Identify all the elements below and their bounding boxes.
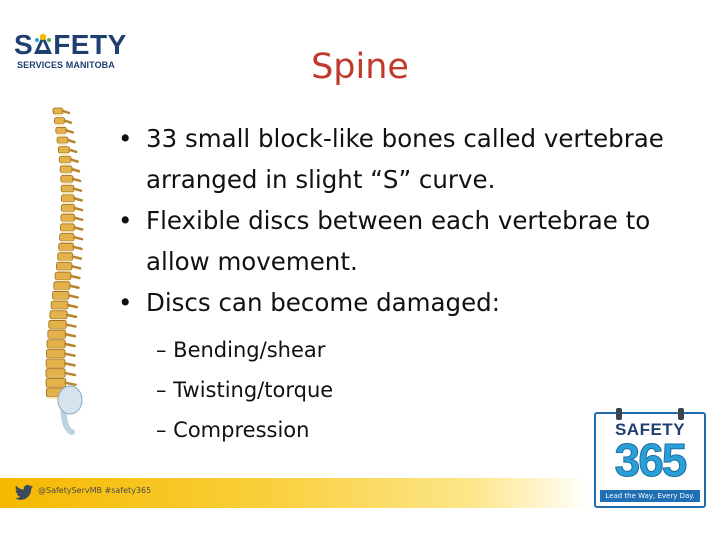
badge-tagline: Lead the Way, Every Day.	[600, 490, 700, 502]
bullet-item: • Flexible discs between each vertebrae to allow movement.	[112, 200, 712, 282]
badge-title: SAFETY	[614, 420, 686, 439]
sub-bullet-item: – Bending/shear	[156, 338, 326, 362]
footer-bar	[0, 478, 590, 508]
bullet-list	[112, 118, 712, 323]
calendar-ring	[678, 408, 684, 420]
social-handle: @SafetyServMB #safety365	[38, 486, 152, 495]
twitter-icon	[14, 484, 34, 502]
slide-title: Spine	[311, 47, 409, 87]
badge-number: 365	[614, 434, 686, 486]
spine-illustration	[22, 100, 102, 440]
logo-subtitle: SERVICES MANITOBA	[17, 60, 115, 70]
logo-letters-fety: FETY	[53, 29, 127, 60]
sub-bullet-list	[156, 330, 556, 450]
logo-letter-s: S	[14, 29, 34, 60]
sub-bullet-item: – Compression	[156, 418, 310, 442]
safety-365-badge	[594, 408, 706, 508]
bullet-item: • 33 small block-like bones called vertebrae arranged in slight “S” curve.	[112, 118, 712, 200]
calendar-ring	[616, 408, 622, 420]
bullet-item: • Discs can become damaged:	[112, 282, 712, 323]
sub-bullet-item: – Twisting/torque	[156, 378, 334, 402]
